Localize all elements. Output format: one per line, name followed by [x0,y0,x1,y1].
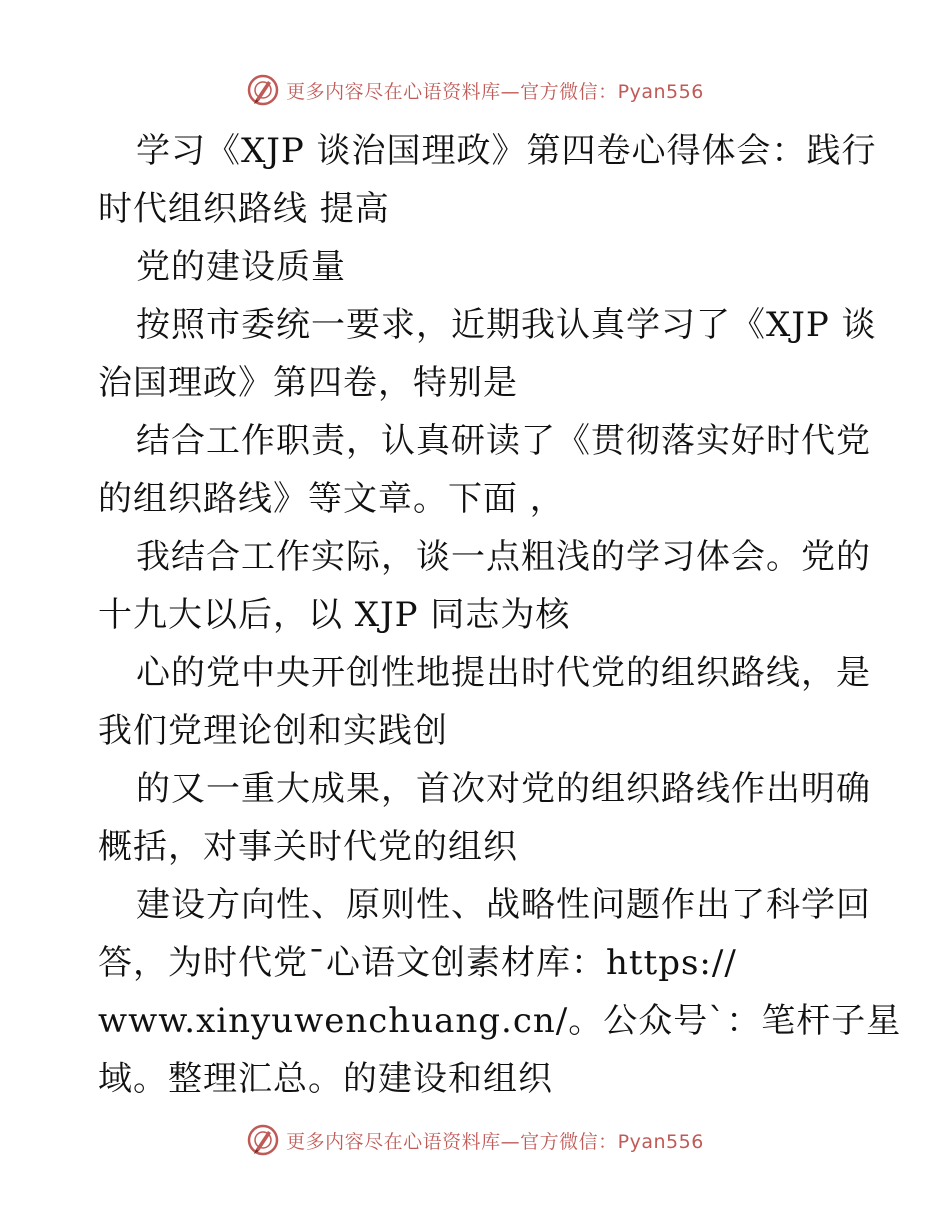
text-line: 的又一重大成果，首次对党的组织路线作出明确 [136,769,871,809]
text-line: 建设方向性、原则性、战略性问题作出了科学回 [136,885,871,925]
text-line: 时代组织路线 提高 [98,189,390,229]
header-banner [0,70,950,110]
text-line: 心的党中央开创性地提出时代党的组织路线，是 [136,653,871,693]
text-line: 答，为时代党¯心语文创素材库：https:// [98,943,737,983]
text-line: 结合工作职责，认真研读了《贯彻落实好时代党 [136,421,871,461]
text-line: 治国理政》第四卷，特别是 [98,363,518,403]
header-banner-text: 更多内容尽在心语资料库—官方微信：Pyan556 [286,80,704,103]
text-line: 十九大以后，以 XJP 同志为核 [98,595,571,635]
text-line: www.xinyuwenchuang.cn/。公众号`：笔杆子星 [98,1001,902,1041]
text-line: 的组织路线》等文章。下面 ， [98,479,565,519]
text-line: 学习《XJP 谈治国理政》第四卷心得体会：践行 [136,131,877,171]
footer-banner-text: 更多内容尽在心语资料库—官方微信：Pyan556 [286,1130,704,1153]
text-line: 域。整理汇总。的建设和组织 [98,1059,553,1099]
pen-logo-icon [246,1123,280,1157]
footer-banner [0,1120,950,1160]
text-line: 我结合工作实际，谈一点粗浅的学习体会。党的 [136,537,871,577]
text-line: 按照市委统一要求，近期我认真学习了《XJP 谈 [136,305,877,345]
pen-logo-icon [246,73,280,107]
text-line: 概括，对事关时代党的组织 [98,827,518,867]
text-line: 我们党理论创和实践创 [98,711,448,751]
document-body [98,122,902,1108]
text-line: 党的建设质量 [136,247,346,287]
